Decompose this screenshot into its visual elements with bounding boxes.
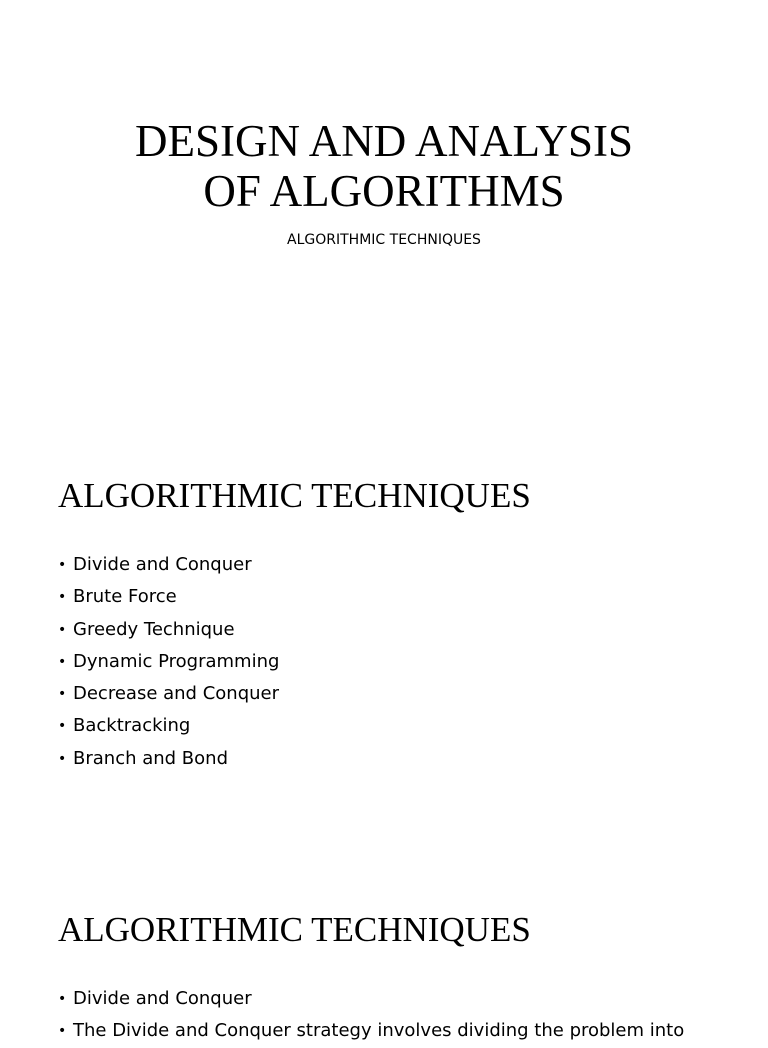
presentation-title [0, 116, 768, 216]
bullet-icon: • [58, 991, 67, 1007]
list-item [58, 678, 279, 710]
bullet-icon: • [58, 621, 67, 638]
list-item-text: Divide and Conquer [73, 988, 252, 1009]
bullet-icon: • [58, 653, 67, 670]
list-item-text: Backtracking [73, 715, 191, 737]
techniques-list [58, 549, 279, 775]
list-item [58, 581, 279, 613]
list-item-text: Branch and Bond [73, 747, 228, 769]
list-item [58, 646, 279, 678]
list-item [58, 983, 684, 1015]
list-item [58, 710, 279, 742]
divide-and-conquer-slide [0, 868, 768, 1042]
bullet-icon: • [58, 589, 67, 606]
list-item-text: Brute Force [73, 586, 177, 608]
list-item [58, 743, 279, 775]
list-item [58, 614, 279, 646]
techniques-slide [0, 434, 768, 868]
list-item [58, 1015, 684, 1047]
title-line: OF ALGORITHMS [203, 166, 565, 216]
list-item-text: Dynamic Programming [73, 650, 280, 672]
slide-heading: ALGORITHMIC TECHNIQUES [58, 476, 531, 515]
list-item-text: The Divide and Conquer strategy involves dividing the problem into [73, 1020, 685, 1042]
list-item-text: Divide and Conquer [73, 554, 252, 575]
list-item-text: Greedy Technique [73, 618, 235, 640]
bullet-icon: • [58, 686, 67, 703]
bullet-icon: • [58, 750, 67, 767]
bullet-icon: • [58, 1023, 67, 1040]
slide-heading: ALGORITHMIC TECHNIQUES [58, 910, 531, 949]
title-line: DESIGN AND ANALYSIS [134, 116, 634, 166]
bullet-icon: • [58, 718, 67, 735]
list-item [58, 549, 279, 581]
presentation-subtitle: ALGORITHMIC TECHNIQUES [287, 232, 481, 248]
techniques-list [58, 983, 684, 1048]
bullet-icon: • [58, 557, 67, 573]
title-slide [0, 0, 768, 434]
list-item-text: Decrease and Conquer [73, 683, 279, 705]
